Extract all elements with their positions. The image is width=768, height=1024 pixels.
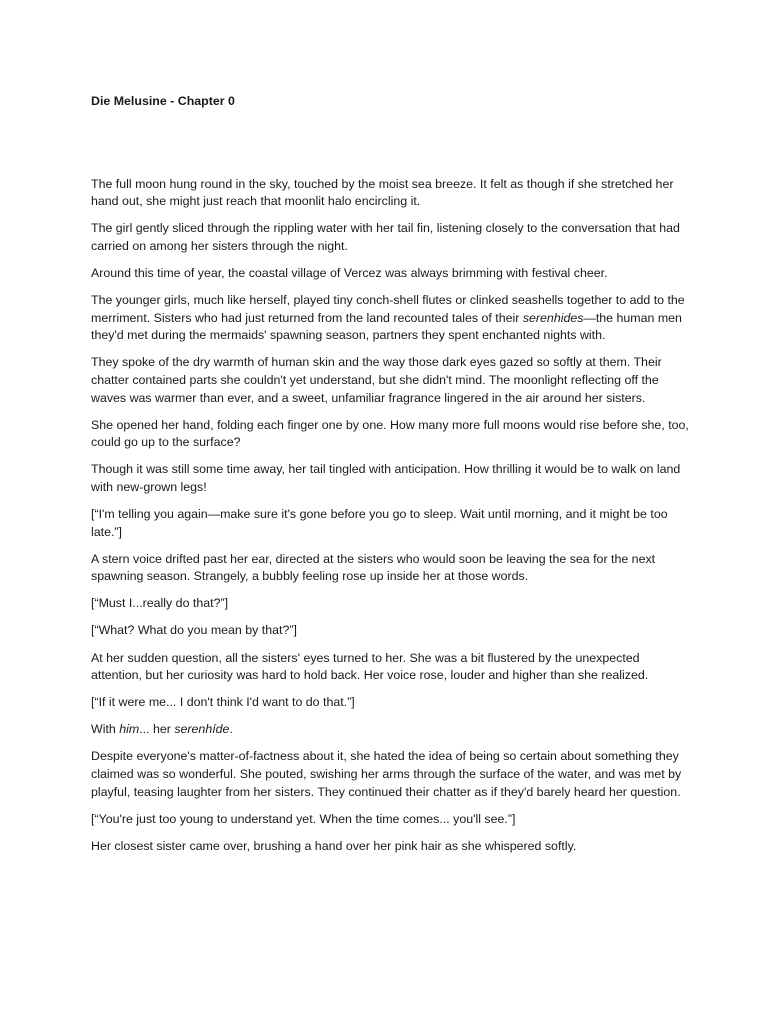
paragraph: A stern voice drifted past her ear, directed at the sisters who would soon be leaving the sea for the next spawning season. Strangely, a bubbly feeling rose up inside her at those words. [91, 551, 656, 584]
paragraph-text: The younger girls, much like herself, played tiny conch-shell flutes or clinked seashells together to add to the merriment. Sisters who had just returned from the land recounted tales of their [91, 293, 685, 325]
paragraph: She opened her hand, folding each finger one by one. How many more full moons would rise before she, too, could go up to the surface? [91, 417, 689, 450]
paragraph: Her closest sister came over, brushing a hand over her pink hair as she whispered softly. [91, 838, 577, 853]
paragraph: At her sudden question, all the sisters' eyes turned to her. She was a bit flustered by the unexpected attention, but her curiosity was hard to hold back. Her voice rose, louder and higher than she realized. [91, 650, 649, 683]
paragraph-text: . [229, 722, 233, 737]
italic-term: serenhides [522, 310, 584, 325]
paragraph: Around this time of year, the coastal village of Vercez was always brimming with festival cheer. [91, 265, 608, 280]
document-body [91, 93, 691, 865]
paragraph-text: With [91, 722, 120, 737]
paragraph: The girl gently sliced through the rippling water with her tail fin, listening closely to the conversation that had carried on among her sisters through the night. [91, 221, 680, 253]
paragraph: They spoke of the dry warmth of human skin and the way those dark eyes gazed so softly at them. Their chatter contained parts she couldn't yet understand, but she didn't mind. The moonlight reflecting off the waves was warmer than ever, and a sweet, unfamiliar fragrance lingered in the air around her sisters. [91, 355, 662, 405]
paragraph: Though it was still some time away, her tail tingled with anticipation. How thrilling it would be to walk on land with new-grown legs! [91, 462, 681, 494]
dialogue-line: [“I'm telling you again—make sure it's gone before you go to sleep. Wait until morning, and it might be too late.”] [91, 507, 668, 539]
dialogue-line: [“If it were me... I don't think I'd want to do that.”] [91, 695, 355, 710]
paragraph [91, 292, 691, 345]
paragraph: Despite everyone's matter-of-factness about it, she hated the idea of being so certain about something they claimed was so wonderful. She pouted, swishing her arms through the surface of the water, and was met by playful, teasing laughter from her sisters. They continued their chatter as if they'd barely heard her question. [91, 749, 682, 799]
dialogue-line: [“You're just too young to understand yet. When the time comes... you'll see.”] [91, 811, 516, 826]
paragraph: The full moon hung round in the sky, touched by the moist sea breeze. It felt as though if she stretched her hand out, she might just reach that moonlit halo encircling it. [91, 176, 674, 209]
dialogue-line: [“Must I...really do that?”] [91, 596, 229, 611]
dialogue-line: [“What? What do you mean by that?”] [91, 623, 297, 638]
italic-term: him [119, 722, 140, 737]
paragraph-text: —the human men they'd met during the mermaids' spawning season, partners they spent enchanted nights with. [91, 310, 682, 343]
paragraph [91, 721, 691, 739]
italic-term: serenhíde [174, 722, 230, 737]
chapter-title: Die Melusine - Chapter 0 [91, 94, 235, 108]
paragraph-text: ... her [139, 722, 175, 737]
